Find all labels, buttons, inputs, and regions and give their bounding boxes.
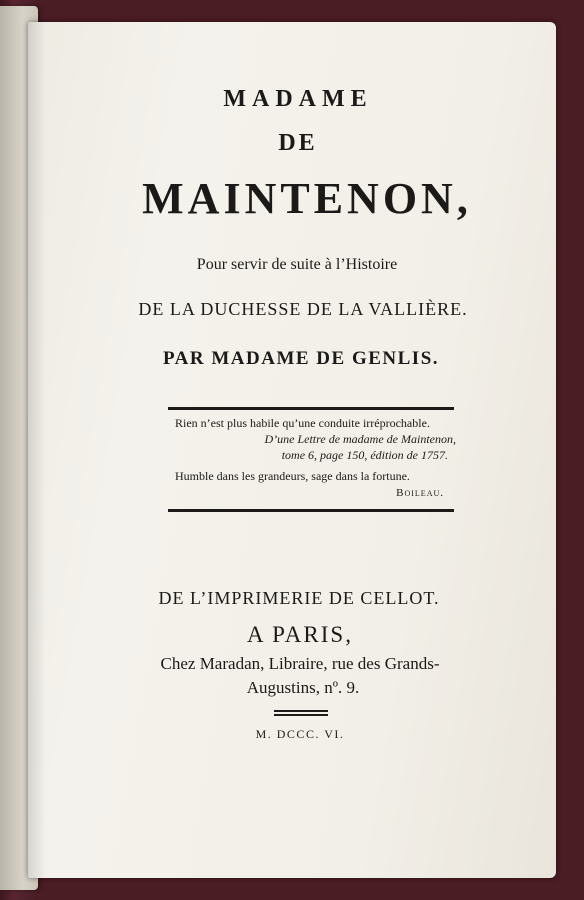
epigraph-quote-2: Humble dans les grandeurs, sage dans la fortune.	[175, 469, 410, 483]
imprint-double-rule	[274, 710, 328, 718]
author-line: PAR MADAME DE GENLIS.	[162, 348, 440, 369]
title-line-madame: MADAME	[223, 86, 373, 112]
subtitle-line-2: DE LA DUCHESSE DE LA VALLIÈRE.	[138, 299, 468, 319]
epigraph-source-1a: D’une Lettre de madame de Maintenon,	[264, 432, 456, 446]
epigraph-rule-bottom	[168, 509, 454, 512]
epigraph-rule-top	[168, 407, 454, 410]
epigraph-source-1b: tome 6, page 150, édition de 1757.	[281, 448, 448, 462]
city-line: A PARIS,	[247, 622, 353, 647]
title-line-de: DE	[278, 130, 318, 156]
date-line: M. DCCC. VI.	[255, 727, 345, 741]
subtitle-line: Pour servir de suite à l’Histoire	[196, 256, 398, 273]
printer-line: DE L’IMPRIMERIE DE CELLOT.	[158, 588, 440, 608]
epigraph-source-2: Boileau.	[396, 487, 444, 499]
publisher-line-2: Augustins, nº. 9.	[246, 678, 360, 697]
epigraph-quote-1: Rien n’est plus habile qu’une conduite irréprochable.	[175, 416, 430, 430]
publisher-line-1: Chez Maradan, Libraire, rue des Grands-	[160, 654, 440, 673]
title-line-maintenon: MAINTENON,	[142, 174, 472, 223]
title-page	[28, 22, 556, 878]
